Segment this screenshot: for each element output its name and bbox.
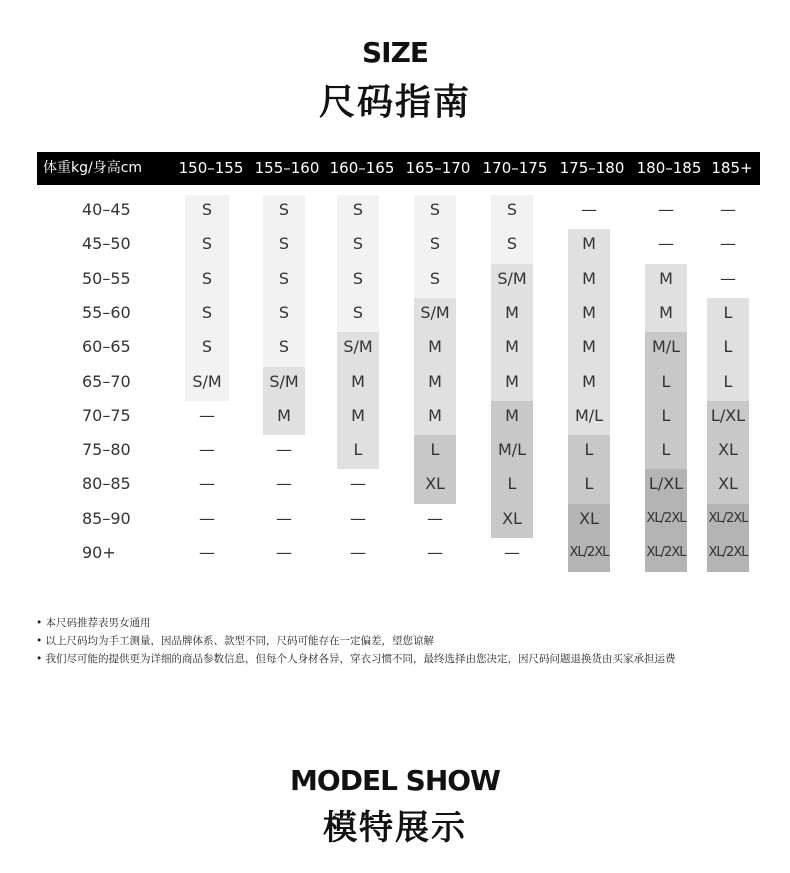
- size-cell: S: [429, 200, 441, 219]
- size-cell: —: [581, 200, 597, 219]
- header-col-165-170: 165–170: [405, 159, 471, 177]
- size-cell: L: [584, 440, 594, 460]
- size-cell: —: [199, 474, 215, 494]
- header-col-175-180: 175–180: [559, 159, 625, 177]
- size-cell: —: [720, 200, 736, 219]
- size-cell: S: [201, 302, 213, 322]
- size-cell: M: [582, 371, 596, 391]
- size-cell: S: [278, 337, 290, 357]
- size-cell: L: [723, 302, 733, 322]
- size-cell: —: [350, 543, 366, 562]
- size-table-header: [37, 152, 760, 185]
- size-cell: S: [429, 234, 441, 254]
- size-cell: —: [504, 543, 520, 562]
- row-label-weight: 65–70: [82, 371, 131, 391]
- size-cell: S: [201, 268, 213, 288]
- size-cell: —: [199, 543, 215, 562]
- size-cell: S: [278, 234, 290, 254]
- size-cell: —: [276, 474, 292, 494]
- size-cell: L: [661, 371, 671, 391]
- size-cell: —: [276, 508, 292, 528]
- row-label-weight: 85–90: [82, 508, 131, 528]
- row-label-weight: 90+: [82, 543, 116, 562]
- size-cell: S: [201, 234, 213, 254]
- size-cell: S/M: [192, 371, 222, 391]
- size-cell: XL: [502, 508, 522, 528]
- row-label-weight: 70–75: [82, 405, 131, 425]
- size-cell: M: [277, 405, 291, 425]
- row-label-weight: 40–45: [82, 200, 131, 219]
- size-title-en: SIZE: [361, 36, 428, 69]
- size-cell: M: [582, 234, 596, 254]
- size-cell: XL: [718, 440, 738, 460]
- size-cell: S: [352, 200, 364, 219]
- size-cell: XL/2XL: [708, 545, 748, 560]
- size-cell: —: [350, 508, 366, 528]
- header-col-150-155: 150–155: [178, 159, 244, 177]
- size-cell: M/L: [574, 405, 604, 425]
- size-cell: S: [352, 234, 364, 254]
- size-cell: S: [506, 200, 518, 219]
- size-cell: L: [661, 440, 671, 460]
- size-title-cn: 尺码指南: [318, 82, 471, 123]
- size-cell: S: [506, 234, 518, 254]
- size-cell: M: [582, 337, 596, 357]
- size-cell: L: [430, 440, 440, 460]
- size-cell: M: [659, 268, 673, 288]
- size-cell: —: [427, 508, 443, 528]
- model-show-title-cn: 模特展示: [323, 808, 467, 848]
- header-col-155-160: 155–160: [254, 159, 320, 177]
- size-cell: M: [505, 302, 519, 322]
- row-label-weight: 55–60: [82, 302, 131, 322]
- size-cell: —: [720, 234, 736, 254]
- size-cell: S: [352, 302, 364, 322]
- size-cell: M: [582, 268, 596, 288]
- size-cell: M: [428, 371, 442, 391]
- size-cell: M: [505, 405, 519, 425]
- size-cell: M: [428, 405, 442, 425]
- size-cell: L: [723, 371, 733, 391]
- size-cell: S: [278, 200, 290, 219]
- size-cell: S: [352, 268, 364, 288]
- size-cell: L: [661, 405, 671, 425]
- size-cell: M: [428, 337, 442, 357]
- size-cell: L: [353, 440, 363, 460]
- header-col-180-185: 180–185: [636, 159, 702, 177]
- size-cell: S/M: [269, 371, 299, 391]
- row-label-weight: 50–55: [82, 268, 131, 288]
- size-cell: XL: [718, 474, 738, 494]
- size-cell: S/M: [343, 337, 373, 357]
- size-cell: S: [278, 268, 290, 288]
- size-cell: —: [658, 200, 674, 219]
- size-cell: XL/2XL: [646, 510, 686, 526]
- header-col-170-175: 170–175: [482, 159, 548, 177]
- size-cell: S: [278, 302, 290, 322]
- size-cell: L: [507, 474, 517, 494]
- size-cell: —: [720, 268, 736, 288]
- size-cell: XL: [579, 508, 599, 528]
- size-cell: —: [199, 440, 215, 460]
- size-cell: M: [505, 337, 519, 357]
- header-corner-label: 体重kg/身高cm: [43, 160, 143, 176]
- size-cell: M: [659, 302, 673, 322]
- size-cell: —: [427, 543, 443, 562]
- model-show-title-en: MODEL SHOW: [290, 764, 500, 797]
- header-col-160-165: 160–165: [329, 159, 395, 177]
- size-cell: S/M: [497, 268, 527, 288]
- header-col-185-plus: 185+: [711, 159, 753, 177]
- size-notes: [36, 614, 776, 668]
- size-cell: M/L: [651, 337, 681, 357]
- size-cell: S/M: [420, 302, 450, 322]
- row-label-weight: 80–85: [82, 474, 131, 494]
- size-cell: —: [199, 405, 215, 425]
- size-cell: S: [201, 200, 213, 219]
- row-label-weight: 75–80: [82, 440, 131, 460]
- note-item: • 以上尺码均为手工测量，因品牌体系、款型不同，尺码可能存在一定偏差，望您谅解: [36, 632, 776, 650]
- size-cell: M: [351, 405, 365, 425]
- size-cell: M: [505, 371, 519, 391]
- size-cell: L/XL: [648, 474, 684, 494]
- size-cell: S: [201, 337, 213, 357]
- size-cell: —: [276, 440, 292, 460]
- size-cell: S: [429, 268, 441, 288]
- size-cell: XL: [425, 474, 445, 494]
- row-label-weight: 45–50: [82, 234, 131, 254]
- size-cell: —: [276, 543, 292, 562]
- note-item: • 我们尽可能的提供更为详细的商品参数信息，但每个人身材各异，穿衣习惯不同，最终选择由您决定，因尺码问题退换货由买家承担运费: [36, 650, 776, 668]
- size-cell: L/XL: [710, 405, 746, 425]
- size-cell: —: [199, 508, 215, 528]
- note-item: • 本尺码推荐表男女通用: [36, 614, 776, 632]
- row-label-weight: 60–65: [82, 337, 131, 357]
- size-cell: M: [351, 371, 365, 391]
- size-cell: M/L: [497, 440, 527, 460]
- size-cell: —: [658, 234, 674, 254]
- size-cell: L: [723, 337, 733, 357]
- size-cell: M: [582, 302, 596, 322]
- size-cell: XL/2XL: [646, 545, 686, 560]
- size-cell: XL/2XL: [569, 545, 609, 560]
- size-cell: XL/2XL: [708, 510, 748, 526]
- size-cell: L: [584, 474, 594, 494]
- size-cell: —: [350, 474, 366, 494]
